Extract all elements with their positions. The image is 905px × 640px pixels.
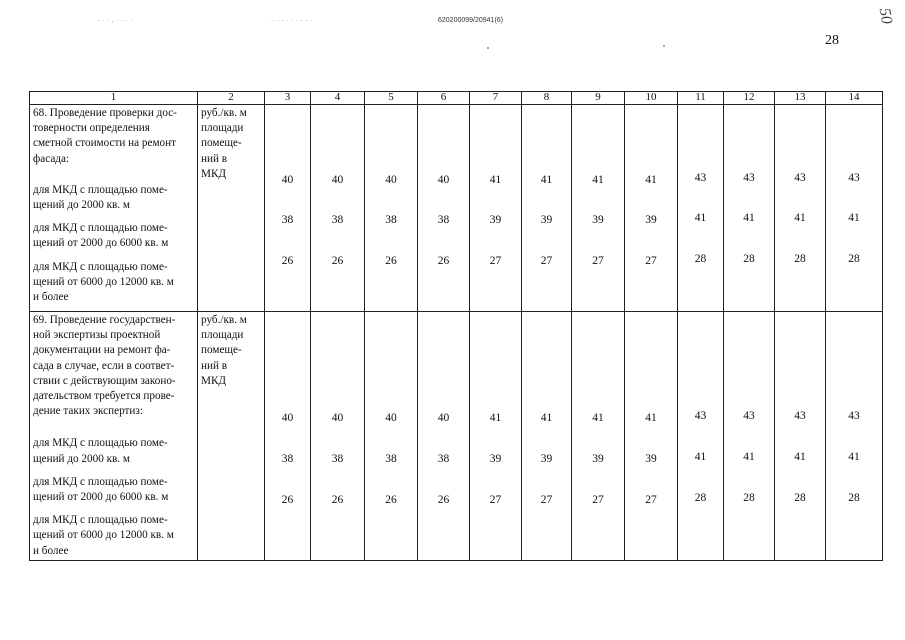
unit-line: руб./кв. м	[201, 314, 247, 326]
unit-line: площади	[201, 122, 244, 135]
tariff-value: 28	[848, 492, 860, 504]
tariff-value: 39	[489, 214, 502, 226]
value-cell	[678, 312, 724, 561]
tariff-value: 38	[385, 214, 397, 226]
category-label-line: для МКД с площадью поме-	[33, 514, 168, 527]
column-number: 3	[265, 92, 311, 105]
unit-line: помеще-	[201, 137, 242, 150]
column-number: 5	[365, 92, 418, 105]
tariff-value: 39	[592, 214, 604, 226]
tariff-value: 39	[540, 214, 553, 226]
tariff-value: 41	[743, 212, 755, 224]
tariff-value: 27	[592, 494, 604, 506]
tariff-value: 41	[540, 174, 553, 186]
tariff-value: 27	[540, 494, 553, 506]
table-row-68	[30, 105, 883, 312]
scan-speck	[487, 47, 489, 49]
page-number: 28	[825, 33, 839, 48]
tariff-value: 41	[540, 412, 553, 424]
category-label-line: и более	[33, 291, 69, 304]
table-row-69	[30, 312, 883, 561]
category-label-line: для МКД с площадью поме-	[33, 222, 168, 235]
tariff-value: 27	[645, 494, 657, 506]
category-label-line: щений от 6000 до 12000 кв. м	[33, 275, 174, 288]
document-reference: 620200099/20941(6)	[438, 17, 504, 24]
tariff-value: 38	[331, 214, 344, 226]
unit-of-measure	[198, 312, 265, 561]
work-title-line: сметной стоимости на ремонт	[33, 137, 177, 150]
scan-header-middle: · · · · · · · · · ·	[268, 18, 313, 24]
value-cell	[365, 312, 418, 561]
tariff-value: 40	[437, 174, 450, 186]
value-cell	[826, 105, 883, 312]
tariff-value: 28	[794, 492, 806, 504]
tariff-table	[29, 91, 883, 561]
value-cell	[775, 312, 826, 561]
tariff-value: 43	[694, 410, 707, 422]
tariff-value: 40	[437, 412, 450, 424]
value-cell	[572, 105, 625, 312]
column-number: 4	[311, 92, 365, 105]
column-number: 13	[775, 92, 826, 105]
tariff-value: 39	[489, 453, 502, 465]
tariff-value: 41	[743, 451, 755, 463]
column-number: 14	[826, 92, 883, 105]
tariff-value: 40	[331, 412, 344, 424]
value-cell	[418, 312, 470, 561]
category-label-line: щений от 2000 до 6000 кв. м	[33, 491, 169, 504]
tariff-value: 40	[385, 412, 397, 424]
value-cell	[724, 312, 775, 561]
value-cell	[265, 105, 311, 312]
column-number-row	[30, 92, 883, 105]
tariff-value: 41	[794, 451, 806, 463]
tariff-value: 27	[489, 494, 502, 506]
tariff-value: 26	[331, 494, 344, 506]
tariff-value: 41	[645, 412, 657, 424]
tariff-value: 38	[437, 453, 450, 465]
category-label-line: щений от 2000 до 6000 кв. м	[33, 237, 169, 250]
column-number: 2	[198, 92, 265, 105]
tariff-value: 27	[645, 255, 657, 267]
value-cell	[470, 312, 522, 561]
work-title-line: 68. Проведение проверки дос-	[33, 107, 177, 119]
column-number: 6	[418, 92, 470, 105]
column-number: 10	[625, 92, 678, 105]
category-label-line: и более	[33, 544, 69, 557]
tariff-value: 41	[489, 412, 502, 424]
tariff-value: 26	[437, 494, 450, 506]
value-cell	[678, 105, 724, 312]
unit-line: площади	[201, 329, 244, 342]
category-label-line: щений до 2000 кв. м	[33, 199, 130, 212]
value-cell	[522, 312, 572, 561]
building-category-label	[33, 183, 195, 213]
tariff-value: 40	[331, 174, 344, 186]
unit-line: МКД	[201, 374, 227, 387]
unit-line: руб./кв. м	[201, 107, 247, 119]
unit-line: помеще-	[201, 344, 242, 357]
tariff-value: 43	[794, 410, 806, 422]
value-cell	[265, 312, 311, 561]
category-label-line: для МКД с площадью поме-	[33, 475, 168, 488]
tariff-value: 26	[385, 255, 397, 267]
tariff-value: 39	[645, 453, 657, 465]
column-number: 7	[470, 92, 522, 105]
value-cell	[625, 105, 678, 312]
scan-header-left: · · · , · · · ·	[98, 18, 133, 24]
work-title-line: ствии с действующим законо-	[33, 374, 176, 387]
tariff-value: 41	[489, 174, 502, 186]
work-description	[30, 312, 198, 561]
tariff-value: 43	[794, 172, 806, 184]
tariff-value: 26	[437, 255, 450, 267]
tariff-value: 28	[743, 253, 755, 265]
tariff-value: 40	[281, 174, 294, 186]
building-category-label	[33, 513, 195, 559]
column-number: 11	[678, 92, 724, 105]
value-cell	[311, 105, 365, 312]
work-title-line: дение таких экспертиз:	[33, 405, 143, 418]
value-cell	[724, 105, 775, 312]
tariff-value: 26	[281, 255, 294, 267]
work-title	[33, 106, 195, 167]
work-title-line: дательством требуется прове-	[33, 390, 175, 403]
work-title-line: 69. Проведение государствен-	[33, 314, 176, 326]
unit-of-measure	[198, 105, 265, 312]
tariff-value: 43	[694, 172, 707, 184]
column-number: 1	[30, 92, 198, 105]
building-category-label	[33, 260, 195, 306]
unit-line: МКД	[201, 167, 227, 180]
tariff-value: 27	[592, 255, 604, 267]
tariff-value: 38	[281, 214, 294, 226]
tariff-value: 38	[437, 214, 450, 226]
building-category-label	[33, 221, 195, 251]
value-cell	[470, 105, 522, 312]
value-cell	[826, 312, 883, 561]
category-label-line: щений от 6000 до 12000 кв. м	[33, 529, 174, 542]
tariff-value: 38	[281, 453, 294, 465]
tariff-value: 40	[385, 174, 397, 186]
tariff-value: 27	[489, 255, 502, 267]
tariff-value: 43	[848, 172, 860, 184]
tariff-value: 41	[592, 412, 604, 424]
column-number: 9	[572, 92, 625, 105]
column-number: 12	[724, 92, 775, 105]
handwritten-sheet-number: 50	[875, 6, 896, 26]
tariff-value: 41	[694, 451, 707, 463]
tariff-value: 38	[385, 453, 397, 465]
tariff-value: 26	[331, 255, 344, 267]
tariff-value: 26	[385, 494, 397, 506]
tariff-value: 41	[848, 212, 860, 224]
category-label-line: для МКД с площадью поме-	[33, 437, 168, 450]
tariff-value: 28	[794, 253, 806, 265]
value-cell	[418, 105, 470, 312]
work-title-line: фасада:	[33, 152, 70, 165]
tariff-value: 28	[694, 253, 707, 265]
value-cell	[365, 105, 418, 312]
tariff-value: 40	[281, 412, 294, 424]
tariff-value: 27	[540, 255, 553, 267]
value-cell	[572, 312, 625, 561]
value-cell	[522, 105, 572, 312]
scan-speck	[663, 45, 665, 47]
work-description	[30, 105, 198, 312]
category-label-line: щений до 2000 кв. м	[33, 452, 130, 465]
category-label-line: для МКД с площадью поме-	[33, 183, 168, 196]
tariff-value: 28	[694, 492, 707, 504]
tariff-value: 28	[848, 253, 860, 265]
work-title-line: товерности определения	[33, 122, 150, 135]
value-cell	[775, 105, 826, 312]
tariff-value: 41	[848, 451, 860, 463]
building-category-label	[33, 475, 195, 505]
tariff-value: 41	[694, 212, 707, 224]
column-number: 8	[522, 92, 572, 105]
building-category-label	[33, 436, 195, 466]
value-cell	[625, 312, 678, 561]
unit-line: ний в	[201, 359, 228, 372]
tariff-value: 41	[645, 174, 657, 186]
category-label-line: для МКД с площадью поме-	[33, 260, 168, 273]
tariff-value: 26	[281, 494, 294, 506]
value-cell	[311, 312, 365, 561]
tariff-value: 39	[645, 214, 657, 226]
work-title-line: документации на ремонт фа-	[33, 344, 171, 357]
tariff-value: 43	[848, 410, 860, 422]
work-title-line: сада в случае, если в соответ-	[33, 359, 175, 372]
tariff-value: 28	[743, 492, 755, 504]
tariff-value: 38	[331, 453, 344, 465]
unit-line: ний в	[201, 152, 228, 165]
work-title	[33, 313, 195, 419]
tariff-value: 43	[743, 410, 755, 422]
tariff-value: 39	[592, 453, 604, 465]
tariff-value: 41	[794, 212, 806, 224]
tariff-value: 39	[540, 453, 553, 465]
tariff-value: 41	[592, 174, 604, 186]
tariff-value: 43	[743, 172, 755, 184]
work-title-line: ной экспертизы проектной	[33, 329, 161, 342]
